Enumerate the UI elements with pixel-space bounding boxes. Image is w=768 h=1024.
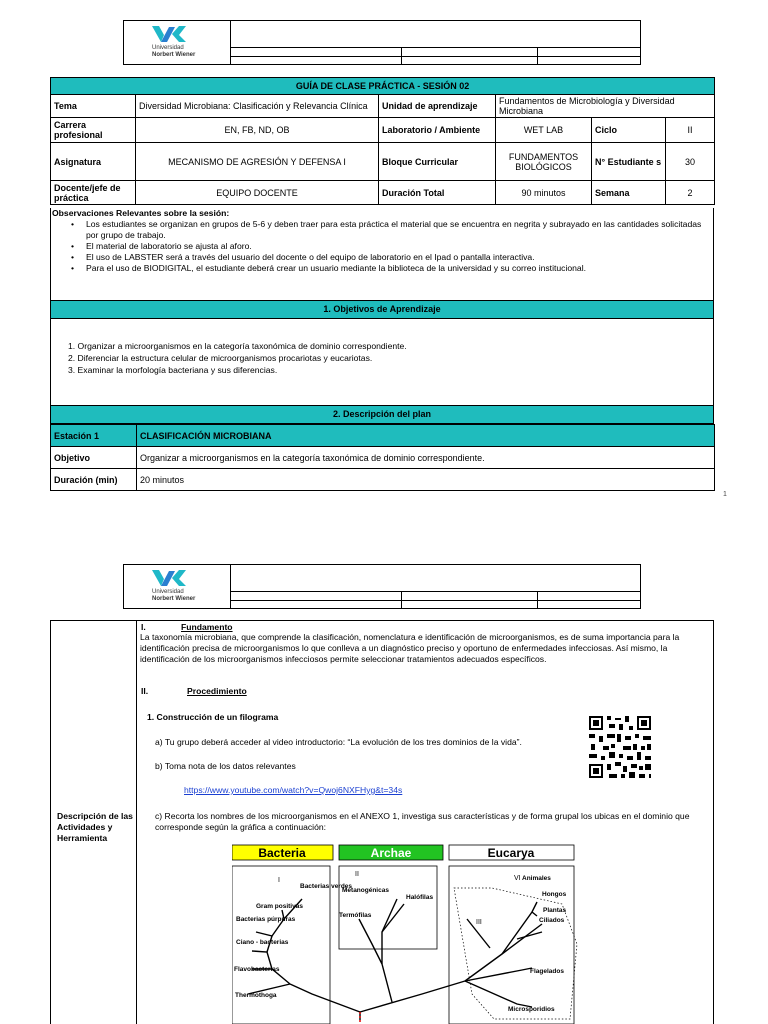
section-objectives-header: 1. Objetivos de Aprendizaje (50, 300, 714, 319)
objectives-list (68, 340, 713, 376)
domain-label-archae: Archae (370, 846, 412, 860)
fundamento-heading: Fundamento (181, 622, 233, 632)
logo-mark-icon (152, 570, 188, 587)
observations-section (50, 208, 714, 300)
carrera-value: EN, FB, ND, OB (136, 118, 379, 143)
fundamento-num: I. (141, 622, 146, 632)
tree-label-halofilas: Halófilas (406, 894, 434, 901)
page2-header (123, 564, 641, 609)
tree-label-animales: Animales (522, 875, 551, 882)
observations-title: Observaciones Relevantes sobre la sesión: (52, 208, 230, 218)
tree-label-metanogenicas: Metanogénicas (342, 887, 389, 894)
fundamento-text: La taxonomía microbiana, que comprende la clasificación, nomenclatura e identificación de microorganismos, es de suma importancia para la identificación precisa de microorganismos lo que conlleva a un diagnóstico preciso y oportuno de enfermedades infecciosas. Así mismo, la identificación de los microorganismos infecciosos permite seleccionar tratamientos adecuados específicos. (140, 632, 680, 664)
asignatura-value: MECANISMO DE AGRESIÓN Y DEFENSA I (136, 143, 379, 181)
university-logo (124, 21, 231, 64)
procedimiento-num: II. (141, 686, 149, 696)
estacion-value: CLASIFICACIÓN MICROBIANA (137, 425, 715, 447)
domain-label-eucarya: Eucarya (487, 846, 535, 860)
duracion-total-label: Duración Total (379, 181, 496, 205)
duracion-min-value: 20 minutos (137, 469, 715, 491)
logo-line2: Norbert Wiener (152, 596, 196, 602)
roman-1: I (278, 877, 280, 884)
tree-label-hongos: Hongos (542, 891, 567, 898)
objective-item: 2. Diferenciar la estructura celular de microorganismos procariotas y eucariotas. (68, 353, 373, 363)
roman-6: VI (514, 875, 521, 882)
phylogenetic-tree-diagram (232, 844, 680, 1024)
asignatura-label: Asignatura (51, 143, 136, 181)
carrera-label: Carrera profesional (51, 118, 136, 143)
bloque-value: FUNDAMENTOS BIOLÓGICOS (496, 143, 592, 181)
observations-list (78, 219, 713, 274)
docente-label: Docente/jefe de práctica (51, 181, 136, 205)
duracion-min-label: Duración (min) (51, 469, 137, 491)
tree-label-bacterias-verdes: Bacterias verdes (300, 883, 353, 890)
tree-label-thermothoga: Thermothoga (235, 992, 277, 999)
unidad-label: Unidad de aprendizaje (379, 95, 496, 118)
observation-item: • El uso de LABSTER será a través del usuario del docente o del equipo de laboratorio en el Ipad o pantalla interactiva. (78, 252, 713, 263)
video-link[interactable]: https://www.youtube.com/watch?v=Qwoj6NXFHyg&t=34s (184, 785, 403, 795)
step-b-text: b) Toma nota de los datos relevantes (155, 761, 296, 771)
tema-label: Tema (51, 95, 136, 118)
tree-label-bacterias-purpuras: Bacterias púrpuras (236, 916, 296, 923)
unidad-value: Fundamentos de Microbiología y Diversidad Microbiana (496, 95, 715, 118)
bloque-label: Bloque Curricular (379, 143, 496, 181)
tree-label-termofilas: Termófilas (339, 912, 372, 919)
page-number: 1 (723, 491, 727, 498)
tree-label-flagelados: Flagelados (530, 968, 564, 975)
activities-label-cell (51, 621, 137, 1024)
objective-item: 3. Examinar la morfología bacteriana y sus diferencias. (68, 365, 278, 375)
station-table (50, 424, 715, 491)
objective-item: 1. Organizar a microorganismos en la categoría taxonómica de dominio correspondiente. (68, 341, 407, 351)
estacion-label: Estación 1 (51, 425, 137, 447)
roman-2: II (355, 871, 359, 878)
tree-label-microsporidios: Microsporidios (508, 1006, 555, 1013)
tree-label-gram-positivas: Gram positivas (256, 903, 303, 910)
lab-value: WET LAB (496, 118, 592, 143)
tree-label-plantas: Plantas (543, 907, 567, 914)
objectives-section (50, 319, 714, 406)
procedimiento-heading: Procedimiento (187, 686, 247, 696)
step-c-text: c) Recorta los nombres de los microorganismos en el ANEXO 1, investiga sus características y de forma grupal los ubicas en el dominio que corresponde según la gráfica a continuación: (155, 811, 690, 832)
num-estudiantes-label: N° Estudiante s (592, 143, 666, 181)
activities-label: Descripción de las Actividades y Herramienta (57, 811, 133, 843)
lab-label: Laboratorio / Ambiente (379, 118, 496, 143)
duracion-total-value: 90 minutos (496, 181, 592, 205)
ciclo-value: II (666, 118, 715, 143)
num-estudiantes-value: 30 (666, 143, 715, 181)
step-a-text: a) Tu grupo deberá acceder al video introductorio: “La evolución de los tres dominios de la vida”. (155, 737, 522, 747)
guide-title: GUÍA DE CLASE PRÁCTICA - SESIÓN 02 (51, 78, 715, 95)
logo-mark-icon (152, 26, 188, 43)
logo-line2: Norbert Wiener (152, 52, 196, 58)
objetivo-value: Organizar a microorganismos en la categoría taxonómica de dominio correspondiente. (137, 447, 715, 469)
domain-label-bacteria: Bacteria (258, 846, 306, 860)
docente-value: EQUIPO DOCENTE (136, 181, 379, 205)
session-info-table (50, 77, 715, 205)
logo-line1: Universidad (152, 45, 184, 51)
qr-code-icon[interactable] (587, 714, 653, 780)
page1-header (123, 20, 641, 65)
university-logo (124, 565, 231, 608)
step1-heading: 1. Construcción de un filograma (147, 712, 279, 722)
objetivo-label: Objetivo (51, 447, 137, 469)
tree-label-cianobacterias: Ciano - bacterias (236, 939, 289, 946)
semana-label: Semana (592, 181, 666, 205)
tree-label-flavobacterias: Flavobacterias (234, 966, 280, 973)
roman-3: III (476, 919, 482, 926)
section-plan-header: 2. Descripción del plan (50, 405, 714, 424)
ciclo-label: Ciclo (592, 118, 666, 143)
tema-value: Diversidad Microbiana: Clasificación y Relevancia Clínica (136, 95, 379, 118)
logo-line1: Universidad (152, 589, 184, 595)
observation-item: • Los estudiantes se organizan en grupos de 5-6 y deben traer para esta práctica el material que se encuentra en negrita y subrayado en las cantidades solicitadas por grupo de trabajo. (78, 219, 713, 241)
semana-value: 2 (666, 181, 715, 205)
tree-label-ciliados: Ciliados (539, 917, 565, 924)
observation-item: • Para el uso de BIODIGITAL, el estudiante deberá crear un usuario mediante la biblioteca de la universidad y su correo institucional. (78, 263, 713, 274)
observation-item: • El material de laboratorio se ajusta al aforo. (78, 241, 713, 252)
